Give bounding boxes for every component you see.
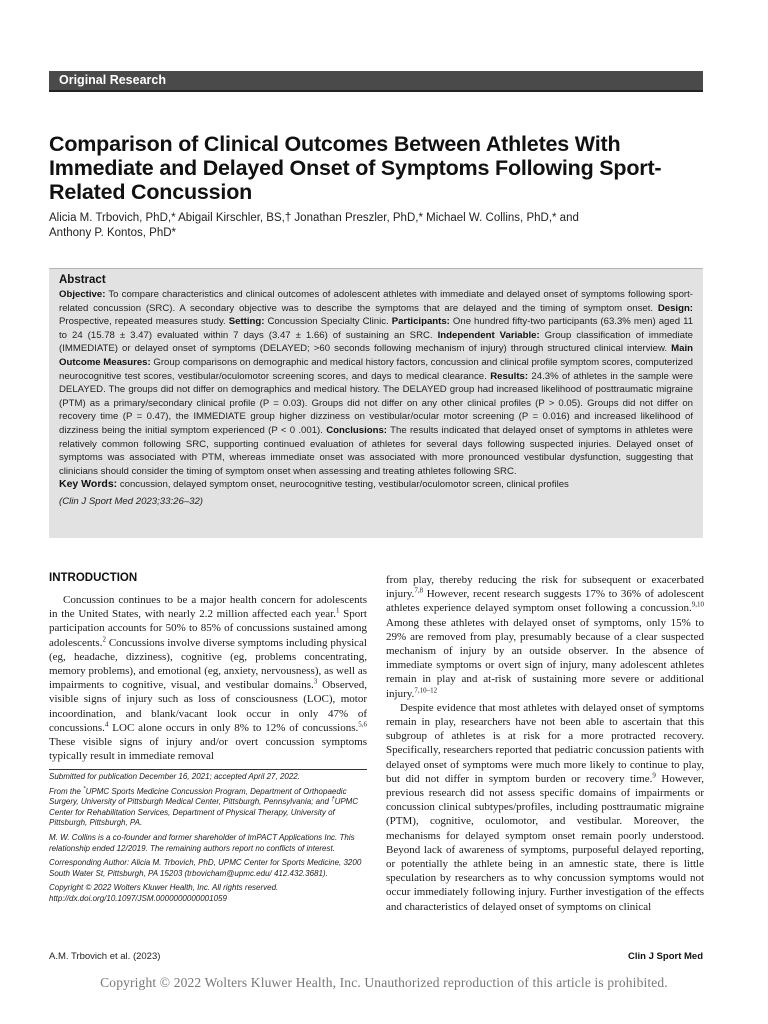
conflict-of-interest: M. W. Collins is a co-founder and former shareholder of ImPACT Applications Inc. This relationship ended 12/2019. The remaining authors report no conflicts of interest. xyxy=(49,832,355,853)
setting-text: Concussion Specialty Clinic. xyxy=(267,316,389,328)
running-footer-journal: Clin J Sport Med xyxy=(628,951,703,962)
conclusions-text: The results indicated that delayed onset of symptoms in athletes were relatively common following SRC, supporting continued evaluation of athletes for several days following suspected injuries. Delayed onset of symptoms was associated with PTM, whereas immediate onset was associated with more pronounced vestibular dysfunction, suggesting that clinicians should consider the timing of symptom onset when assessing and treating athletes following SRC. xyxy=(59,424,693,477)
keywords-text: concussion, delayed symptom onset, neurocognitive testing, vestibular/oculomotor screen, clinical profiles xyxy=(119,479,569,491)
independent-variable-text: Group classification of immediate (IMMEDIATE) or delayed onset of symptoms (DELAYED; >60 seconds following mechanism of injury) through structured clinical interview. xyxy=(59,329,693,355)
abstract-box xyxy=(49,268,703,538)
introduction-heading: INTRODUCTION xyxy=(49,572,138,584)
intro-text: However, previous research did not assess specific domains of impairments or concussion clinical subtypes/profiles, including posttraumatic migraine (PTM), cognitive, oculomotor, and vestibular. Moreover, the mechanisms for delayed symptom onset remain poorly understood. Beyond lack of awareness of symptoms, purposeful delayed reporting, or potentially the athlete being in an amnestic state, there is little speculation by researchers as to why concussion symptoms would not occur immediately following injury. Further investigation of the effects and characteristics of delayed onset of symptoms on clinical xyxy=(386,772,705,913)
reference-mark: 2 xyxy=(102,634,106,643)
reference-mark: 7,8 xyxy=(414,586,424,595)
keywords-label: Key Words: xyxy=(59,478,118,491)
footnote-divider xyxy=(49,769,367,770)
setting-label: Setting: xyxy=(228,316,265,328)
keywords xyxy=(59,478,693,492)
intro-text: Sport participation accounts for 50% to 85% of concussions sustained among adolescents. xyxy=(49,608,367,649)
outcome-measures-label: Main Outcome Measures: xyxy=(59,343,693,368)
independent-variable-label: Independent Variable: xyxy=(437,329,540,341)
results-label: Results: xyxy=(490,370,529,382)
running-footer-author: A.M. Trbovich et al. (2023) xyxy=(49,951,161,962)
affiliation-text: UPMC Sports Medicine Concussion Program, Department of Orthopaedic Surgery, University of Pittsburgh Medical Center, Pittsburgh, Pennsylvania; and xyxy=(49,786,347,807)
copyright-banner: Copyright © 2022 Wolters Kluwer Health, Inc. Unauthorized reproduction of this article is prohibited. xyxy=(100,975,668,990)
reference-mark: 7,10–12 xyxy=(414,685,438,694)
section-label: Original Research xyxy=(59,73,166,87)
intro-text: Concussion continues to be a major health concern for adolescents in the United States, with nearly 2.2 million affected each year. xyxy=(49,594,367,621)
intro-text: Despite evidence that most athletes with delayed onset of symptoms remain in play, researchers have not been able to ascertain that this subgroup of athletes is at risk for a more protracted recovery. Specifically, researchers reported that pediatric concussion patients with delayed onset of symptoms were much more likely to continue to play, but did not differ in symptom burden or recovery time. xyxy=(386,701,704,785)
footnotes xyxy=(49,772,367,909)
author-list xyxy=(49,211,689,241)
intro-paragraph-1-continued xyxy=(386,573,704,701)
abstract-body xyxy=(59,288,693,478)
article-title: Comparison of Clinical Outcomes Between Athletes With Immediate and Delayed Onset of Symptoms Following Sport-Related Concussion xyxy=(49,132,662,204)
outcome-measures-text: Group comparisons on demographic and medical history factors, concussion and clinical profile symptom scores, computerized neurocognitive test scores, vestibular/oculomotor screening scores, and days to medical clearance. xyxy=(59,356,694,382)
reference-mark: 9 xyxy=(652,771,656,780)
conclusions-label: Conclusions: xyxy=(326,424,387,436)
author-line-1: Alicia M. Trbovich, PhD,* Abigail Kirschler, BS,† Jonathan Preszler, PhD,* Michael W. Collins, PhD,* and xyxy=(49,212,579,224)
reference-mark: 3 xyxy=(313,677,318,686)
participants-label: Participants: xyxy=(391,316,450,328)
intro-text: LOC alone occurs in only 8% to 12% of concussions. xyxy=(108,721,359,734)
journal-citation: (Clin J Sport Med 2023;33:26–32) xyxy=(59,495,203,507)
author-line-2: Anthony P. Kontos, PhD* xyxy=(49,227,177,239)
intro-text: Among these athletes with delayed onset of symptoms, only 15% to 29% are removed from play, presumably because of a clear suspected mechanism of injury by an outside observer. In the absence of immediate symptoms or overt sign of injury, many adolescent athletes remain in play and at-risk of sustaining more severe or additional injury. xyxy=(386,616,704,700)
objective-text: To compare characteristics and clinical outcomes of adolescent athletes with immediate and delayed onset of symptoms following sport-related concussion (SRC). A secondary objective was to describe the symptoms that are delayed and the timing of symptom onset. xyxy=(59,289,693,314)
intro-text: from play, thereby reducing the risk for subsequent or exacerbated injury. xyxy=(386,574,704,601)
reference-mark: 1 xyxy=(335,606,340,615)
affiliations xyxy=(49,787,367,829)
affiliation-mark: † xyxy=(331,796,335,803)
abstract-heading: Abstract xyxy=(59,274,106,286)
intro-paragraph-2 xyxy=(386,701,704,914)
affiliation-text: UPMC Center for Rehabilitation Services, Department of Physical Therapy, University of Pittsburgh, Pittsburgh, PA. xyxy=(49,797,359,828)
design-text: Prospective, repeated measures study. xyxy=(59,316,226,328)
reference-mark: 4 xyxy=(104,720,109,729)
intro-text: These visible signs of injury and/or overt concussion symptoms typically result in immediate removal xyxy=(49,736,367,763)
participants-text: One hundred fifty-two participants (63.3% men) aged 11 to 24 (15.78 ± 3.47) evaluated within 7 days (3.47 ± 1.66) of sustaining an SRC. xyxy=(59,316,694,341)
reference-mark: 5,6 xyxy=(358,720,367,729)
affiliation-mark: * xyxy=(83,785,86,792)
intro-text: However, recent research suggests 17% to 36% of adolescent athletes experience delayed symptom onset following a concussion. xyxy=(386,588,704,615)
copyright-note: Copyright © 2022 Wolters Kluwer Health, Inc. All rights reserved. xyxy=(49,883,279,893)
submission-dates: Submitted for publication December 16, 2021; accepted April 27, 2022. xyxy=(49,772,300,781)
body-column-left xyxy=(49,593,367,763)
doi-link[interactable]: http://dx.doi.org/10.1097/JSM.0000000000001059 xyxy=(49,893,227,903)
corresponding-author: Corresponding Author: Alicia M. Trbovich, PhD, UPMC Center for Sports Medicine, 3200 South Water St, Pittsburgh, PA 15203 (trbovicham@upmc.edu/ 412.432.3681). xyxy=(49,858,362,878)
body-column-right xyxy=(386,573,704,914)
reference-mark: 9,10 xyxy=(691,600,704,609)
design-label: Design: xyxy=(657,302,693,314)
intro-text: Concussions involve diverse symptoms including physical (eg, headache, dizziness), cognitive (eg, problems concentrating, memory problems), and emotional (eg, anxiety, nervousness), as well as impairments to cognitive, visual, and vestibular domains. xyxy=(49,636,367,692)
results-text: 24.3% of athletes in the sample were DELAYED. The groups did not differ on demographics and medical history. The DELAYED group had increased likelihood of posttraumatic migraine (PTM) as a primary/secondary clinical profile (P = 0.03). Groups did not differ on any other clinical profiles (P > 0.05). Groups did not differ on recovery time (P = 0.47), the IMMEDIATE group higher dizziness on vestibular/ocular motor screening (P = 0.016) and increased likelihood of dizziness being the initial symptom experienced (P < 0 .001). xyxy=(59,370,693,436)
intro-paragraph-1 xyxy=(49,593,367,763)
intro-text: Observed, visible signs of injury such as loss of consciousness (LOC), motor incoordination, and blank/vacant look occur in only 47% of concussions. xyxy=(49,679,368,734)
affiliation-text: From the xyxy=(49,786,84,796)
objective-label: Objective: xyxy=(59,289,106,300)
section-label-band xyxy=(49,71,703,92)
